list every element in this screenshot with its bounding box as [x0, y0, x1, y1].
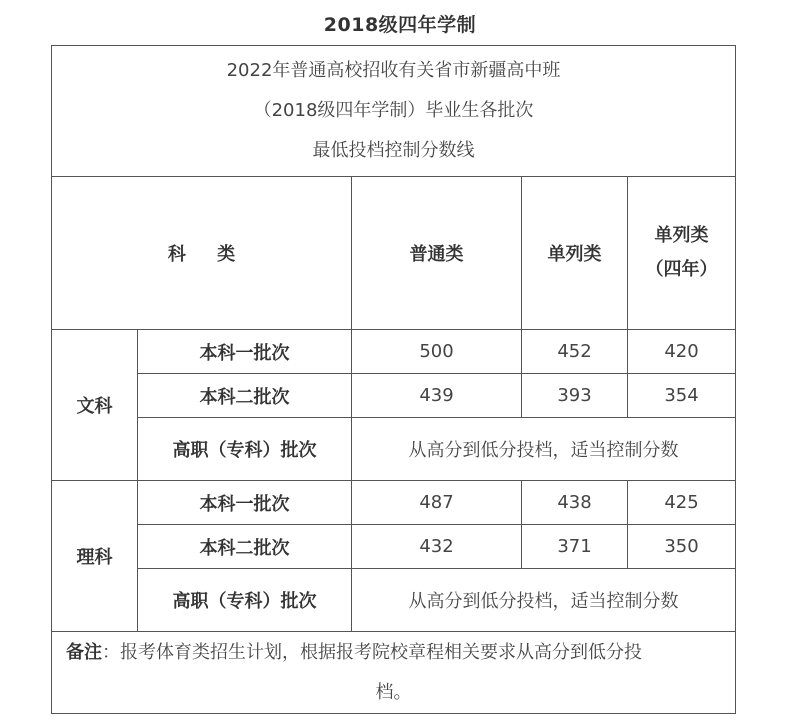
- heading-line-2: （2018级四年学制）毕业生各批次: [253, 100, 534, 121]
- note-label: 备注: [66, 641, 102, 663]
- score-separate-4yr: 350: [628, 525, 736, 569]
- column-header-separate-4yr-line2: （四年）: [645, 259, 718, 280]
- group-label-arts: 文科: [52, 330, 138, 481]
- note-text-line2: 档。: [375, 681, 412, 703]
- table-heading: [52, 46, 736, 177]
- admission-rule: 从高分到低分投档，适当控制分数: [352, 418, 736, 481]
- column-header-separate-4yr: [628, 177, 736, 330]
- heading-line-1: 2022年普通高校招收有关省市新疆高中班: [226, 60, 561, 81]
- batch-label: 本科二批次: [138, 374, 352, 418]
- score-separate-4yr: 420: [628, 330, 736, 374]
- admission-rule: 从高分到低分投档，适当控制分数: [352, 569, 736, 632]
- note-text-line1: ：报考体育类招生计划，根据报考院校章程相关要求从高分到低分投: [102, 641, 642, 663]
- score-general: 487: [352, 481, 522, 525]
- batch-label: 本科一批次: [138, 481, 352, 525]
- table-row: [52, 374, 736, 418]
- table-row: [52, 481, 736, 525]
- batch-label: 高职（专科）批次: [138, 418, 352, 481]
- page-title: 2018级四年学制: [323, 14, 477, 36]
- heading-line-3: 最低投档控制分数线: [312, 140, 475, 161]
- batch-label: 本科二批次: [138, 525, 352, 569]
- batch-label: 本科一批次: [138, 330, 352, 374]
- table-row: [52, 330, 736, 374]
- column-header-subject: [52, 177, 352, 330]
- group-label-science: 理科: [52, 481, 138, 632]
- score-general: 432: [352, 525, 522, 569]
- column-header-separate-4yr-line1: 单列类: [654, 225, 709, 246]
- score-general: 439: [352, 374, 522, 418]
- score-separate: 438: [522, 481, 628, 525]
- table-row: [52, 418, 736, 481]
- column-header-general: 普通类: [352, 177, 522, 330]
- score-general: 500: [352, 330, 522, 374]
- score-separate: 393: [522, 374, 628, 418]
- score-table: [51, 45, 736, 714]
- table-row: [52, 569, 736, 632]
- batch-label: 高职（专科）批次: [138, 569, 352, 632]
- column-header-separate: 单列类: [522, 177, 628, 330]
- score-separate-4yr: 354: [628, 374, 736, 418]
- table-note: [52, 632, 736, 714]
- score-separate-4yr: 425: [628, 481, 736, 525]
- column-header-subject-label: 科 类: [167, 244, 236, 265]
- score-separate: 371: [522, 525, 628, 569]
- table-row: [52, 525, 736, 569]
- score-separate: 452: [522, 330, 628, 374]
